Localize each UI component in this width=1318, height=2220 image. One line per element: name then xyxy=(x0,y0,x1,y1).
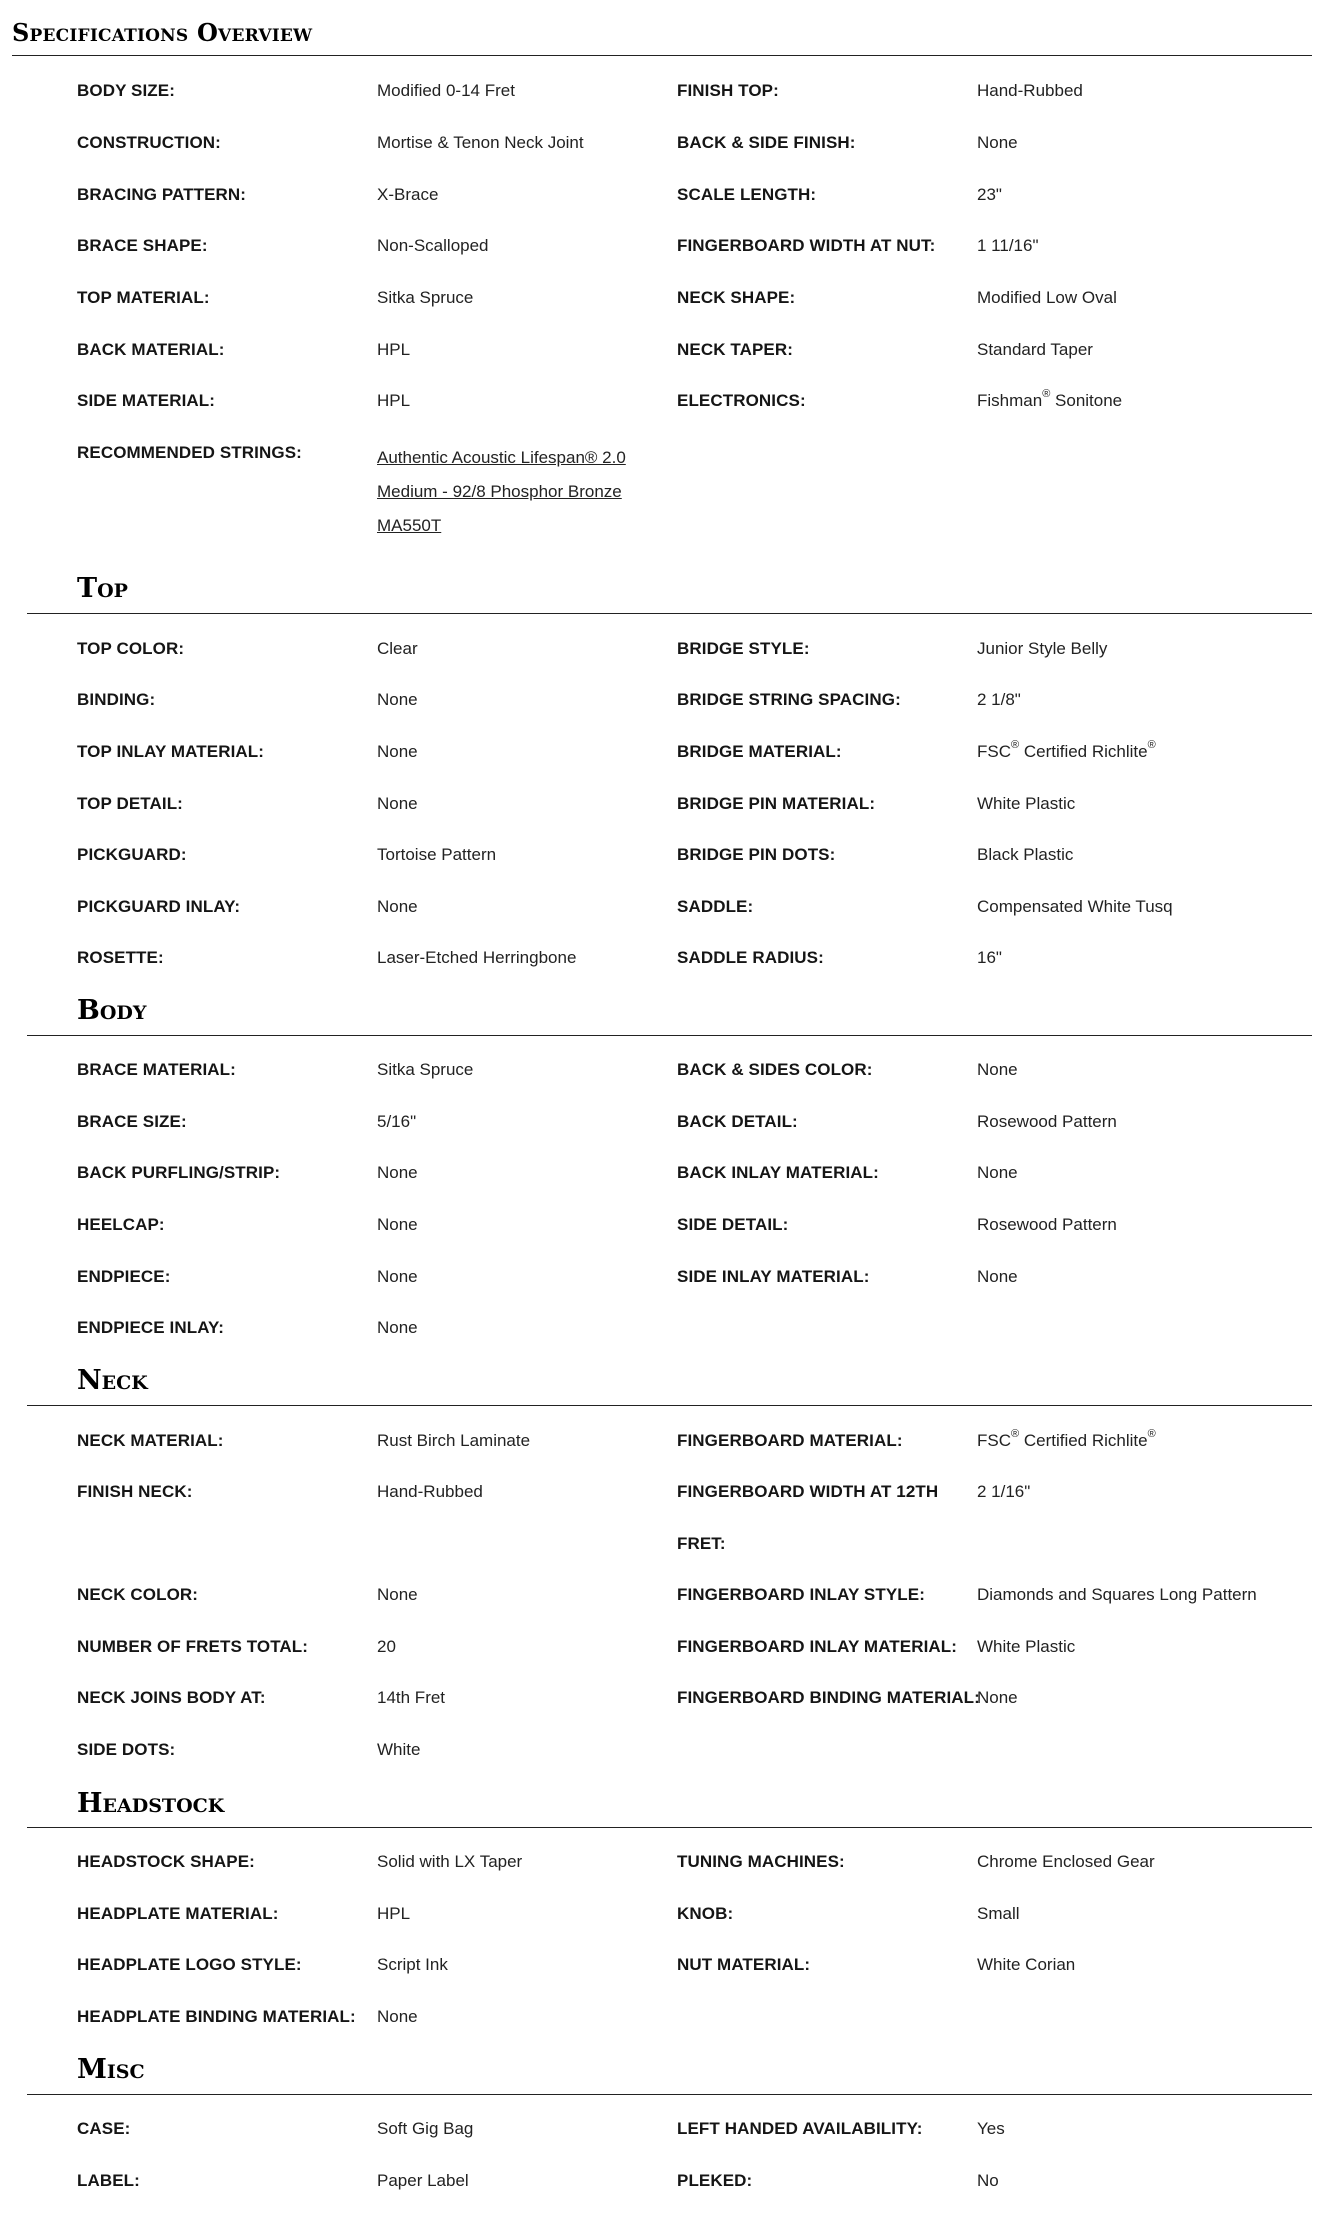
spec-value: Compensated White Tusq xyxy=(977,897,1173,916)
spec-label: PLEKED: xyxy=(677,2171,753,2190)
spec-row xyxy=(0,945,1318,997)
spec-value xyxy=(977,739,1156,765)
spec-value: Standard Taper xyxy=(977,340,1093,359)
spec-value: None xyxy=(377,1585,418,1604)
spec-value: Clear xyxy=(377,639,418,658)
spec-value: None xyxy=(977,1060,1018,1079)
spec-row xyxy=(0,1057,1318,1109)
spec-value: Rosewood Pattern xyxy=(977,1215,1117,1234)
spec-value: Diamonds and Squares Long Pattern xyxy=(977,1585,1257,1604)
spec-value: Script Ink xyxy=(377,1955,448,1974)
spec-label: CONSTRUCTION: xyxy=(77,133,221,152)
spec-value: Hand-Rubbed xyxy=(377,1482,483,1501)
spec-label: FINISH TOP: xyxy=(677,81,779,100)
spec-value: 16" xyxy=(977,948,1002,967)
registered-mark: ® xyxy=(1011,739,1020,752)
spec-value: None xyxy=(977,1267,1018,1286)
spec-value: 2 1/8" xyxy=(977,690,1021,709)
spec-value: Black Plastic xyxy=(977,845,1074,864)
section-title-neck: Neck xyxy=(77,1365,148,1396)
spec-label: FINISH NECK: xyxy=(77,1482,193,1501)
spec-label: BACK & SIDE FINISH: xyxy=(677,133,856,152)
spec-value: Junior Style Belly xyxy=(977,639,1108,658)
spec-label: ENDPIECE: xyxy=(77,1267,171,1286)
spec-row xyxy=(0,285,1318,337)
spec-value: None xyxy=(377,897,418,916)
spec-value: X-Brace xyxy=(377,185,439,204)
spec-value: Mortise & Tenon Neck Joint xyxy=(377,133,584,152)
registered-mark: ® xyxy=(1011,1428,1020,1441)
value-text: Sonitone xyxy=(1050,391,1123,410)
spec-label: HEELCAP: xyxy=(77,1215,165,1234)
spec-value: None xyxy=(377,690,418,709)
spec-value: None xyxy=(377,794,418,813)
spec-value: Yes xyxy=(977,2119,1005,2138)
spec-value: HPL xyxy=(377,1904,411,1923)
spec-label: SIDE INLAY MATERIAL: xyxy=(677,1267,870,1286)
spec-label: HEADPLATE BINDING MATERIAL: xyxy=(77,2007,356,2026)
spec-label: NECK SHAPE: xyxy=(677,288,796,307)
spec-label: TOP INLAY MATERIAL: xyxy=(77,742,265,761)
spec-label: NECK JOINS BODY AT: xyxy=(77,1688,266,1707)
spec-row xyxy=(0,1737,1318,1789)
spec-label: BACK & SIDES COLOR: xyxy=(677,1060,873,1079)
spec-value: None xyxy=(377,1318,418,1337)
spec-value: Sitka Spruce xyxy=(377,288,474,307)
spec-value: None xyxy=(377,1163,418,1182)
spec-row xyxy=(0,130,1318,182)
spec-row xyxy=(0,1634,1318,1686)
spec-value: None xyxy=(377,1267,418,1286)
spec-value: White Plastic xyxy=(977,1637,1076,1656)
spec-label: ROSETTE: xyxy=(77,948,164,967)
spec-row xyxy=(0,1849,1318,1901)
spec-row xyxy=(0,1952,1318,2004)
spec-label: RECOMMENDED STRINGS: xyxy=(77,443,302,462)
value-text: Fishman xyxy=(977,391,1043,410)
spec-label: SADDLE: xyxy=(677,897,754,916)
spec-label: CASE: xyxy=(77,2119,131,2138)
title-divider xyxy=(12,55,1312,56)
strings-link-line[interactable]: Medium - 92/8 Phosphor Bronze xyxy=(377,482,622,501)
spec-value: Solid with LX Taper xyxy=(377,1852,523,1871)
registered-mark: ® xyxy=(1147,1428,1156,1441)
spec-label: SADDLE RADIUS: xyxy=(677,948,824,967)
spec-value: Rust Birch Laminate xyxy=(377,1431,531,1450)
spec-value: White Plastic xyxy=(977,794,1076,813)
value-text: FSC xyxy=(977,1431,1011,1450)
section-divider xyxy=(27,2094,1312,2095)
spec-label: BRACING PATTERN: xyxy=(77,185,247,204)
spec-label: NUT MATERIAL: xyxy=(677,1955,811,1974)
spec-value: Tortoise Pattern xyxy=(377,845,497,864)
spec-value: Non-Scalloped xyxy=(377,236,489,255)
spec-row xyxy=(0,1479,1318,1583)
spec-row xyxy=(0,842,1318,894)
spec-label: BRIDGE PIN MATERIAL: xyxy=(677,794,876,813)
spec-row xyxy=(0,1428,1318,1480)
spec-value: White xyxy=(377,1740,421,1759)
spec-label: NECK TAPER: xyxy=(677,340,794,359)
spec-label: BRIDGE STYLE: xyxy=(677,639,810,658)
spec-value: HPL xyxy=(377,391,411,410)
spec-row xyxy=(0,1264,1318,1316)
spec-value: 23" xyxy=(977,185,1002,204)
spec-row xyxy=(0,1212,1318,1264)
spec-label: TOP MATERIAL: xyxy=(77,288,210,307)
spec-label: BACK MATERIAL: xyxy=(77,340,225,359)
spec-label: BODY SIZE: xyxy=(77,81,175,100)
section-title-misc: Misc xyxy=(77,2054,145,2085)
spec-label: TOP DETAIL: xyxy=(77,794,183,813)
section-divider xyxy=(27,613,1312,614)
registered-mark: ® xyxy=(1042,388,1051,401)
spec-label: FINGERBOARD WIDTH AT 12TH FRET: xyxy=(677,1482,939,1553)
section-divider xyxy=(27,1827,1312,1828)
spec-label: BRACE MATERIAL: xyxy=(77,1060,236,1079)
spec-value: Modified Low Oval xyxy=(977,288,1117,307)
registered-mark: ® xyxy=(1147,739,1156,752)
spec-label: FINGERBOARD INLAY STYLE: xyxy=(677,1585,925,1604)
spec-label: SCALE LENGTH: xyxy=(677,185,817,204)
spec-row xyxy=(0,2116,1318,2168)
spec-label: SIDE DETAIL: xyxy=(677,1215,789,1234)
value-text: Certified Richlite xyxy=(1019,742,1148,761)
spec-label: BACK PURFLING/STRIP: xyxy=(77,1163,281,1182)
spec-label: HEADPLATE MATERIAL: xyxy=(77,1904,279,1923)
spec-label: FINGERBOARD WIDTH AT NUT: xyxy=(677,236,936,255)
strings-link-line[interactable]: MA550T xyxy=(377,516,442,535)
section-divider xyxy=(27,1405,1312,1406)
section-title-body: Body xyxy=(77,995,147,1026)
spec-row xyxy=(0,1109,1318,1161)
spec-label: PICKGUARD: xyxy=(77,845,187,864)
spec-row xyxy=(0,791,1318,843)
spec-row xyxy=(0,1315,1318,1367)
spec-value: Hand-Rubbed xyxy=(977,81,1083,100)
spec-label: NUMBER OF FRETS TOTAL: xyxy=(77,1637,309,1656)
spec-row xyxy=(0,78,1318,130)
spec-label: BRACE SHAPE: xyxy=(77,236,208,255)
spec-label: FINGERBOARD BINDING MATERIAL: xyxy=(677,1688,980,1707)
spec-row xyxy=(0,1901,1318,1953)
spec-label: SIDE DOTS: xyxy=(77,1740,176,1759)
section-divider xyxy=(27,1035,1312,1036)
spec-row xyxy=(0,894,1318,946)
section-title-headstock: Headstock xyxy=(77,1788,225,1819)
spec-label: TUNING MACHINES: xyxy=(677,1852,845,1871)
section-title-top: Top xyxy=(77,573,128,604)
spec-value: Chrome Enclosed Gear xyxy=(977,1852,1155,1871)
spec-label: KNOB: xyxy=(677,1904,734,1923)
spec-row xyxy=(0,636,1318,688)
strings-link-line[interactable]: Authentic Acoustic Lifespan® 2.0 xyxy=(377,448,626,467)
spec-value: 14th Fret xyxy=(377,1688,446,1707)
spec-value: None xyxy=(977,1163,1018,1182)
spec-label: SIDE MATERIAL: xyxy=(77,391,216,410)
spec-row xyxy=(0,1160,1318,1212)
value-text: FSC xyxy=(977,742,1011,761)
spec-row xyxy=(0,337,1318,389)
spec-value: Paper Label xyxy=(377,2171,469,2190)
value-text: Certified Richlite xyxy=(1019,1431,1148,1450)
spec-label: NECK MATERIAL: xyxy=(77,1431,224,1450)
spec-value: 2 1/16" xyxy=(977,1482,1031,1501)
spec-value: None xyxy=(377,1215,418,1234)
spec-row xyxy=(0,2004,1318,2056)
spec-value: Modified 0-14 Fret xyxy=(377,81,515,100)
spec-label: BRIDGE PIN DOTS: xyxy=(677,845,836,864)
spec-row xyxy=(0,182,1318,234)
spec-label: ENDPIECE INLAY: xyxy=(77,1318,224,1337)
page-title: Specifications Overview xyxy=(12,18,313,47)
recommended-strings-link[interactable] xyxy=(377,441,667,543)
spec-label: PICKGUARD INLAY: xyxy=(77,897,241,916)
spec-value: 1 11/16" xyxy=(977,236,1039,255)
spec-label: BINDING: xyxy=(77,690,156,709)
spec-value xyxy=(977,388,1122,414)
spec-value: None xyxy=(977,1688,1018,1707)
spec-row xyxy=(0,1685,1318,1737)
spec-row xyxy=(0,2168,1318,2220)
spec-label: BRIDGE STRING SPACING: xyxy=(677,690,901,709)
spec-label: BACK DETAIL: xyxy=(677,1112,798,1131)
spec-value xyxy=(977,1428,1156,1454)
spec-label: BRACE SIZE: xyxy=(77,1112,187,1131)
spec-label: LEFT HANDED AVAILABILITY: xyxy=(677,2119,923,2138)
spec-label: HEADSTOCK SHAPE: xyxy=(77,1852,255,1871)
spec-label: ELECTRONICS: xyxy=(677,391,806,410)
spec-value: No xyxy=(977,2171,999,2190)
spec-row xyxy=(0,739,1318,791)
spec-label: FINGERBOARD INLAY MATERIAL: xyxy=(677,1637,958,1656)
spec-row xyxy=(0,687,1318,739)
spec-label: BRIDGE MATERIAL: xyxy=(677,742,842,761)
spec-label: BACK INLAY MATERIAL: xyxy=(677,1163,879,1182)
spec-value: Rosewood Pattern xyxy=(977,1112,1117,1131)
spec-row xyxy=(0,233,1318,285)
spec-value: Laser-Etched Herringbone xyxy=(377,948,577,967)
spec-label: LABEL: xyxy=(77,2171,140,2190)
spec-value: Soft Gig Bag xyxy=(377,2119,474,2138)
spec-value: None xyxy=(977,133,1018,152)
spec-label: NECK COLOR: xyxy=(77,1585,199,1604)
spec-value: 5/16" xyxy=(377,1112,417,1131)
spec-label: FINGERBOARD MATERIAL: xyxy=(677,1431,903,1450)
spec-value: Small xyxy=(977,1904,1020,1923)
spec-value: None xyxy=(377,2007,418,2026)
spec-label: TOP COLOR: xyxy=(77,639,185,658)
spec-value: White Corian xyxy=(977,1955,1076,1974)
spec-label: HEADPLATE LOGO STYLE: xyxy=(77,1955,302,1974)
spec-row xyxy=(0,388,1318,440)
spec-value: HPL xyxy=(377,340,411,359)
spec-value: None xyxy=(377,742,418,761)
spec-row xyxy=(0,1582,1318,1634)
spec-value: Sitka Spruce xyxy=(377,1060,474,1079)
spec-value: 20 xyxy=(377,1637,396,1656)
